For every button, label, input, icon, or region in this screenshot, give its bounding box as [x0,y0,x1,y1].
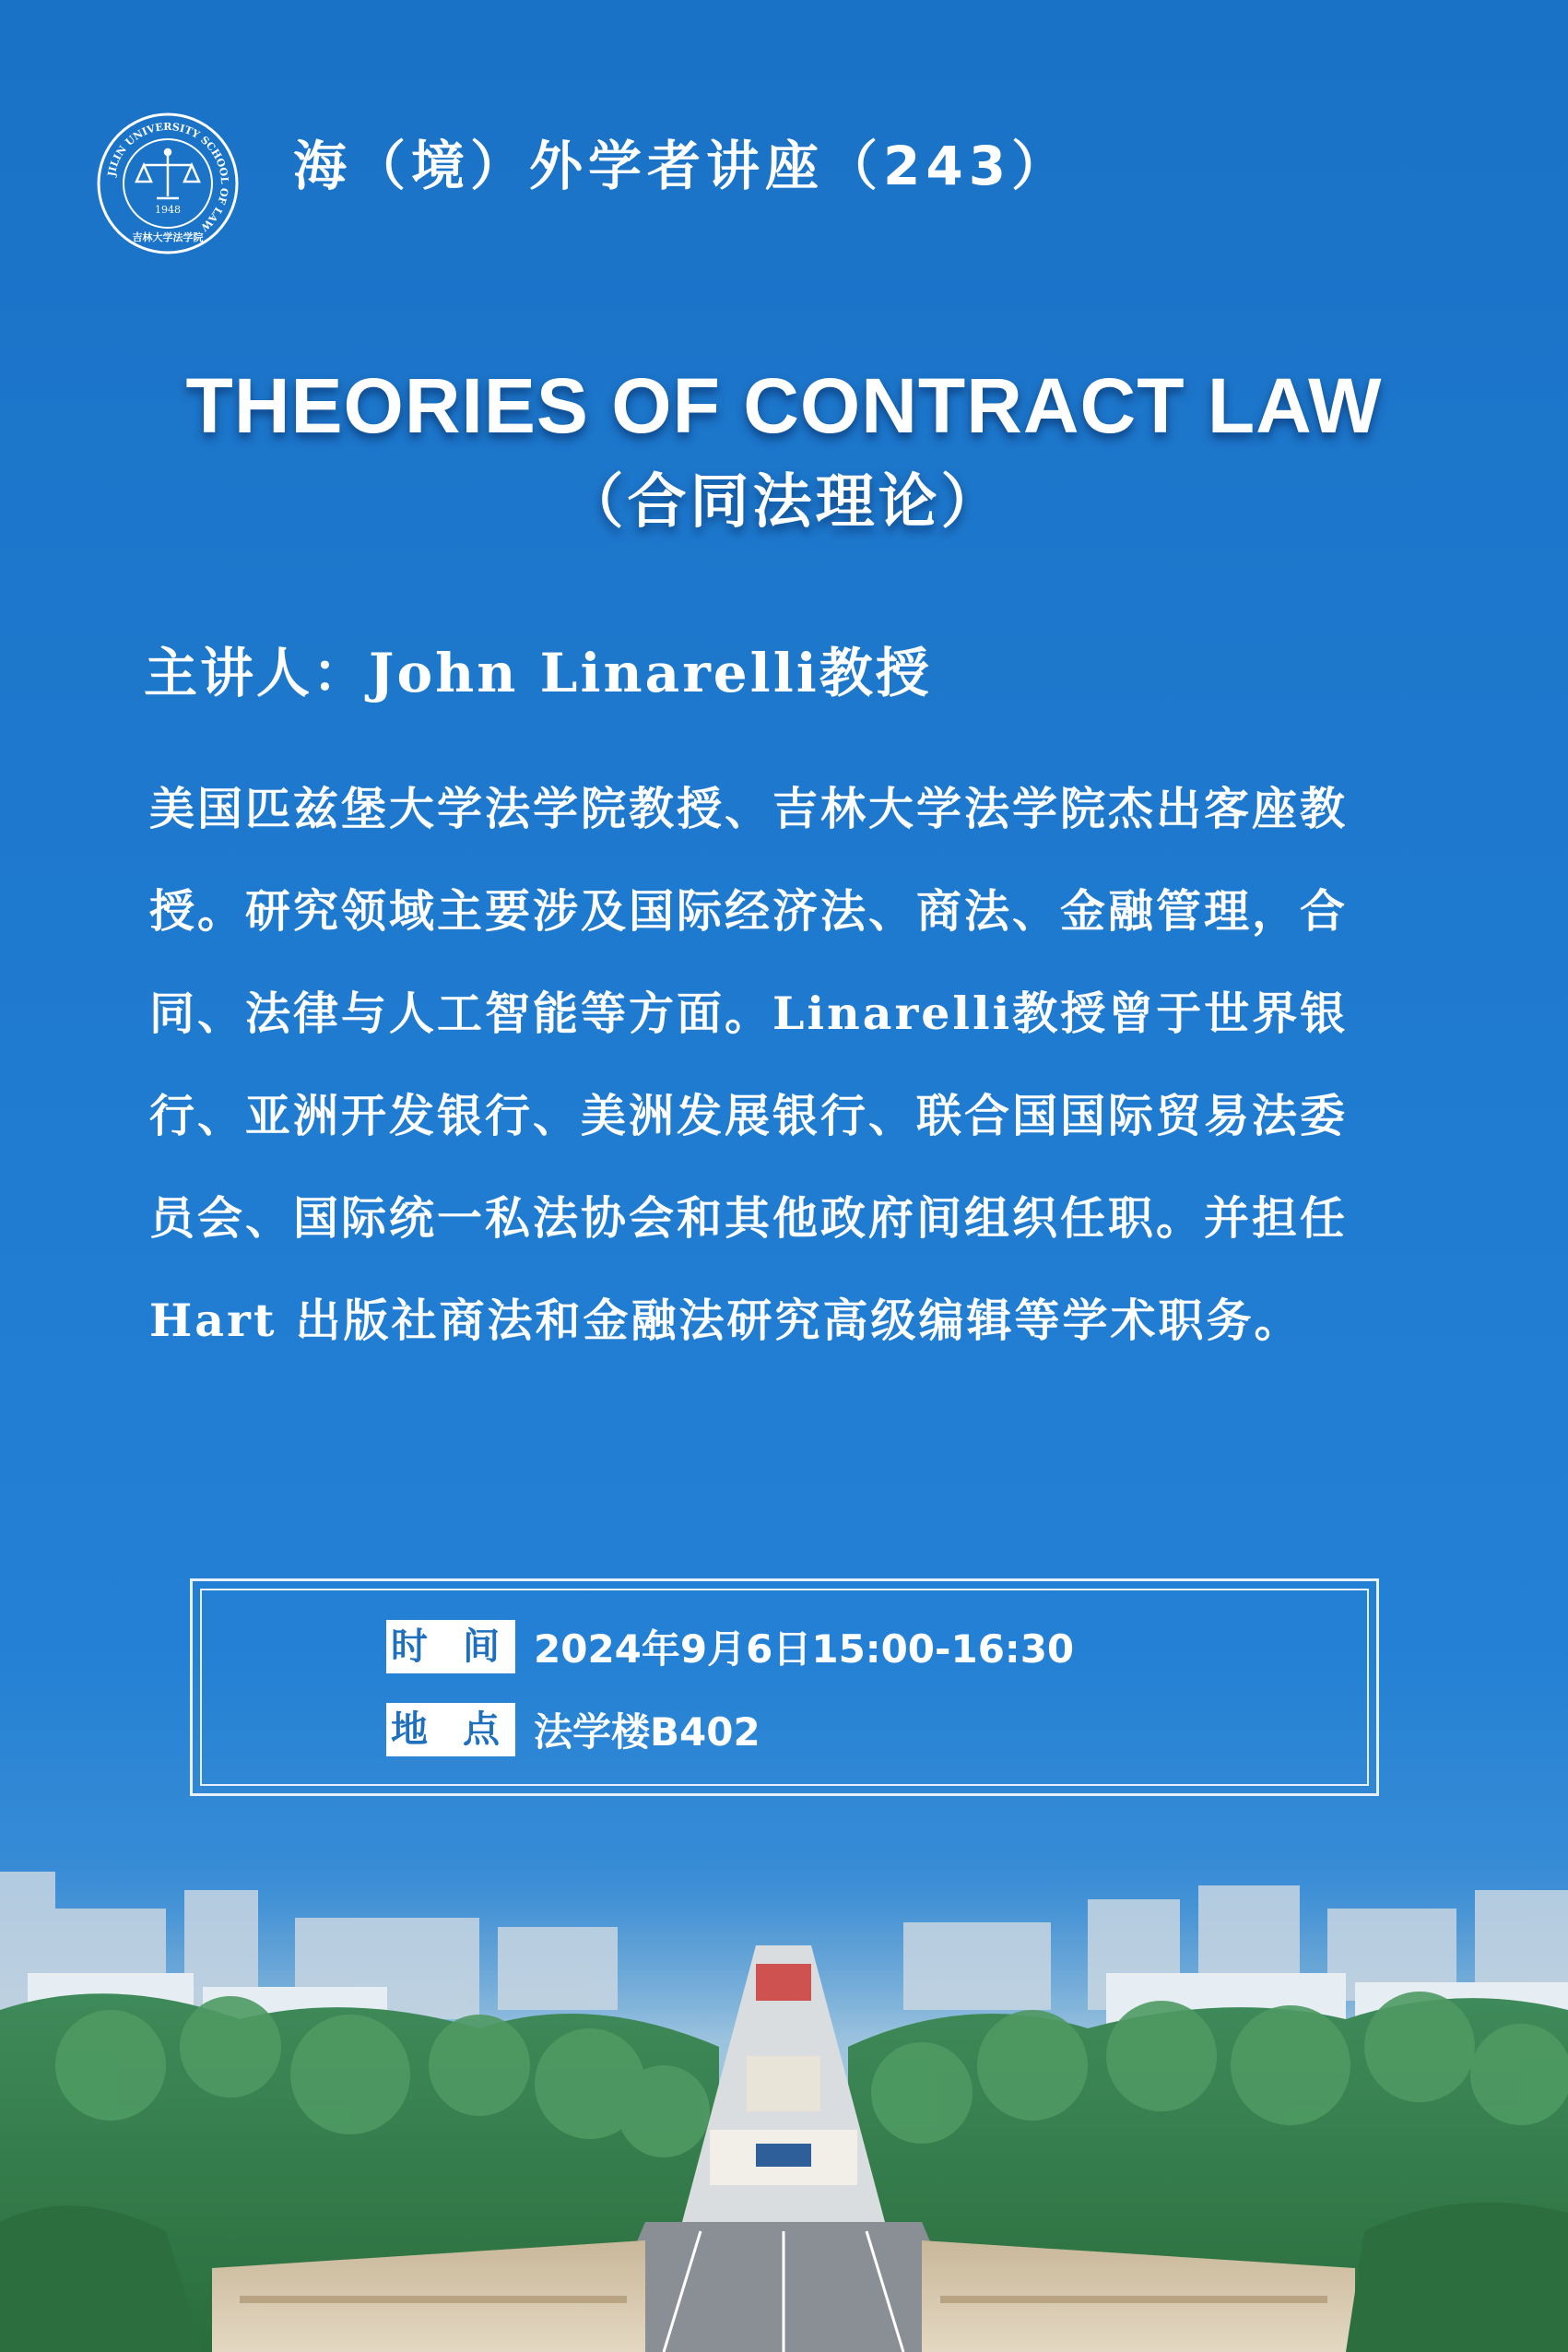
bio-line: 同、法律与人工智能等方面。Linarelli教授曾于世界银 [149,987,1349,1040]
bio-line: Hart 出版社商法和金融法研究高级编辑等学术职务。 [149,1294,1303,1347]
time-value: 2024年9月6日15:00-16:30 [534,1626,1075,1672]
logo-ring-text: JILIN UNIVERSITY SCHOOL OF LAW [105,120,231,233]
lecture-series-title: 海（境）外学者讲座（243） [293,135,1071,197]
place-value: 法学楼B402 [534,1709,760,1755]
time-label: 时 间 [386,1620,515,1673]
time-row [386,1620,1074,1673]
bio-line: 员会、国际统一私法协会和其他政府间组织任职。并担任 [149,1191,1349,1245]
bio-line: 美国匹兹堡大学法学院教授、吉林大学法学院杰出客座教 [149,782,1349,835]
place-label: 地 点 [386,1703,515,1756]
schedule-box [190,1578,1379,1796]
scales-icon [136,149,199,198]
place-row [386,1703,760,1756]
logo-year: 1948 [155,204,181,216]
law-school-logo [96,112,240,255]
speaker-bio [149,758,1421,1372]
speaker-line: 主讲人：John Linarelli教授 [144,642,932,704]
bio-line: 授。研究领域主要涉及国际经济法、商法、金融管理，合 [149,884,1349,938]
lecture-subtitle: （合同法理论） [564,468,1004,537]
lecture-title: THEORIES OF CONTRACT LAW [185,362,1383,449]
logo-cn-name: 吉林大学法学院 [132,231,204,243]
bio-line: 行、亚洲开发银行、美洲发展银行、联合国国际贸易法委 [149,1089,1349,1142]
campus-aerial-photo [0,1835,1568,2352]
